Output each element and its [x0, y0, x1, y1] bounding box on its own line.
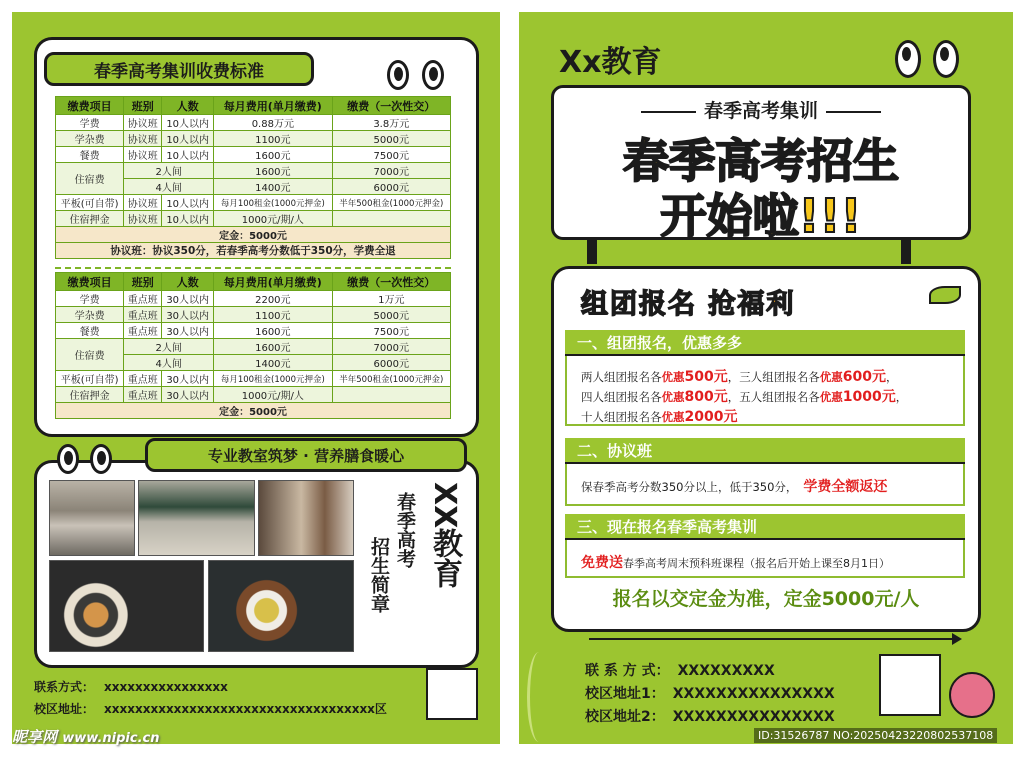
table-cell: 1600元: [214, 147, 332, 163]
table-cell: 7500元: [332, 323, 450, 339]
dashed-divider: [55, 267, 451, 269]
vertical-brand: XX教育: [427, 482, 462, 589]
table-cell: 30人以内: [162, 307, 214, 323]
table-cell: 10人以内: [162, 211, 214, 227]
fee-title: 春季高考集训收费标准: [44, 52, 314, 86]
headline-main-2: 开始啦!!!: [660, 189, 862, 243]
text-span: 600元: [842, 369, 886, 385]
table-cell: [332, 211, 450, 227]
text-span: xxxxxxxxxxxxxxxx: [104, 680, 228, 694]
right-flyer-panel: [519, 12, 1013, 744]
text-span: 昵享网: [12, 728, 58, 746]
header-cell: 每月费用(单月缴费): [214, 97, 332, 115]
table-cell: 每月100租金(1000元押金): [214, 195, 332, 211]
fee-table-2: [55, 272, 451, 419]
table-cell: 7000元: [332, 339, 450, 355]
text-span: 优惠: [819, 390, 843, 404]
flower-decoration-icon: [949, 672, 995, 718]
table-cell: 学杂费: [56, 307, 124, 323]
table-cell: 平板(可自带): [56, 195, 124, 211]
table-cell: 定金：5000元: [56, 227, 451, 243]
eye-right-icon: [933, 40, 959, 78]
section-agreement-class: [565, 438, 965, 506]
text-span: 联系方式：: [34, 680, 95, 694]
eye-left-icon: [895, 40, 921, 78]
arrow-head-icon: [952, 633, 962, 645]
table-cell: 住宿费: [56, 163, 124, 195]
table-cell: 1600元: [214, 339, 332, 355]
table-cell: 30人以内: [162, 387, 214, 403]
table-cell: 重点班: [124, 323, 162, 339]
table-cell: 1100元: [214, 307, 332, 323]
table-cell: 协议班: [124, 147, 162, 163]
address-line: [34, 700, 387, 717]
table-cell: 30人以内: [162, 291, 214, 307]
contact-line: [34, 678, 228, 695]
text-span: XXXXXXXXX: [677, 663, 775, 679]
table-cell: 3.8万元: [332, 115, 450, 131]
table-cell: 协议班: [124, 195, 162, 211]
table-cell: 协议班：协议350分，若春季高考分数低于350分，学费全退: [56, 243, 451, 259]
table-cell: 协议班: [124, 131, 162, 147]
table-cell: 5000元: [332, 131, 450, 147]
dorm-photo: [258, 480, 354, 556]
table-cell: 餐费: [56, 147, 124, 163]
food-photo: [49, 560, 204, 652]
header-cell: 人数: [162, 273, 214, 291]
table-cell: 住宿押金: [56, 387, 124, 403]
header-cell: 缴费项目: [56, 273, 124, 291]
table-row: [56, 211, 451, 227]
table-cell: 7000元: [332, 163, 450, 179]
text-span: 十人组团报名各: [581, 410, 662, 424]
table-cell: 重点班: [124, 307, 162, 323]
text-span: ，三人组团报名各: [727, 370, 820, 384]
text-span: 2000元: [684, 409, 738, 425]
arrow-divider: [589, 638, 959, 640]
table-cell: 协议班: [124, 211, 162, 227]
text-span: 保春季高考分数350分以上，低于350分，: [581, 480, 798, 494]
table-cell: 住宿押金: [56, 211, 124, 227]
text-span: 春季高考集训: [703, 100, 818, 122]
table-cell: 学费: [56, 115, 124, 131]
table-cell: 0.88万元: [214, 115, 332, 131]
text-span: XXXXXXXXXXXXXXX: [672, 686, 835, 702]
table-cell: 10人以内: [162, 195, 214, 211]
text-span: 校区地址：: [34, 702, 95, 716]
table-row: [56, 163, 451, 179]
table-row: [56, 371, 451, 387]
address-line-1: [585, 683, 835, 703]
header-cell: 班别: [124, 273, 162, 291]
text-span: [641, 111, 696, 113]
table-cell: 重点班: [124, 371, 162, 387]
table-row: [56, 147, 451, 163]
table-cell: 6000元: [332, 355, 450, 371]
table-cell: 2人间: [124, 163, 214, 179]
qr-code-placeholder: [879, 654, 941, 716]
discount-line: [581, 386, 907, 406]
table-cell: 重点班: [124, 387, 162, 403]
section-title: 三、现在报名春季高考集训: [565, 514, 965, 540]
table-cell: 6000元: [332, 179, 450, 195]
leaf-icon: [929, 286, 961, 304]
table-cell: 1100元: [214, 131, 332, 147]
text-span: 四人组团报名各: [581, 390, 662, 404]
agreement-line: [581, 476, 887, 496]
text-span: 联 系 方 式：: [585, 663, 670, 679]
text-span: ，: [895, 390, 908, 404]
table-cell: 4人间: [124, 355, 214, 371]
table-row: [56, 387, 451, 403]
text-span: 1000元: [842, 389, 896, 405]
headline-subtitle: [591, 96, 931, 123]
table-cell: 1400元: [214, 355, 332, 371]
text-span: 两人组团报名各: [581, 370, 662, 384]
vertical-title-col1: 春季高考: [394, 492, 416, 568]
text-span: 800元: [684, 389, 728, 405]
table-cell: 5000元: [332, 307, 450, 323]
table-cell: 2人间: [124, 339, 214, 355]
table-total-row: [56, 403, 451, 419]
table-cell: 1400元: [214, 179, 332, 195]
food-photo: [208, 560, 354, 652]
table-cell: 30人以内: [162, 371, 214, 387]
table-row: [56, 307, 451, 323]
enroll-line: [581, 552, 890, 572]
fern-decoration-icon: [527, 652, 551, 742]
qr-code-placeholder: [426, 668, 478, 720]
table-row: [56, 339, 451, 355]
watermark-id: ID:31526787 NO:20250423220802537108: [754, 728, 997, 743]
text-span: 优惠: [661, 410, 685, 424]
table-cell: 餐费: [56, 323, 124, 339]
text-span: 免费送: [581, 555, 623, 571]
classroom-photo: [49, 480, 135, 556]
header-cell: 缴费（一次性交）: [332, 273, 450, 291]
headline-main-1: 春季高考招生: [623, 134, 899, 188]
table-cell: 学费: [56, 291, 124, 307]
header-cell: 班别: [124, 97, 162, 115]
deposit-line: 报名以交定金为准，定金5000元/人: [612, 588, 920, 610]
header-cell: 人数: [162, 97, 214, 115]
address-line-2: [585, 706, 835, 726]
table-cell: 10人以内: [162, 115, 214, 131]
table-cell: 半年500租金(1000元押金): [332, 195, 450, 211]
header-cell: 缴费（一次性交）: [332, 97, 450, 115]
table-cell: 30人以内: [162, 323, 214, 339]
text-span: ，五人组团报名各: [727, 390, 820, 404]
table-cell: 2200元: [214, 291, 332, 307]
header-cell: 每月费用(单月缴费): [214, 273, 332, 291]
text-span: 500元: [684, 369, 728, 385]
vertical-title-col2: 招生简章: [368, 537, 390, 613]
fee-table-1: [55, 96, 451, 259]
section-enroll-now: [565, 514, 965, 578]
table-cell: [332, 387, 450, 403]
text-span: 优惠: [661, 370, 685, 384]
table-cell: 1000元/期/人: [214, 387, 332, 403]
contact-line: [585, 660, 775, 680]
watermark-logo: [12, 726, 159, 747]
text-span: 优惠: [819, 370, 843, 384]
header-cell: 缴费项目: [56, 97, 124, 115]
table-cell: 半年500租金(1000元押金): [332, 371, 450, 387]
table-cell: 平板(可自带): [56, 371, 124, 387]
table-cell: 7500元: [332, 147, 450, 163]
text-span: 校区地址1：: [585, 686, 665, 702]
table-cell: 重点班: [124, 291, 162, 307]
brand-logo: Xx教育: [559, 45, 662, 80]
eye-right-icon: [422, 60, 444, 90]
table-total-row: [56, 227, 451, 243]
table-cell: 定金：5000元: [56, 403, 451, 419]
table-cell: 10人以内: [162, 131, 214, 147]
classroom-photo: [138, 480, 255, 556]
table-cell: 1000元/期/人: [214, 211, 332, 227]
group-title: 组团报名 抢福利: [581, 289, 796, 320]
table-cell: 每月100租金(1000元押金): [214, 371, 332, 387]
eye-left-icon: [387, 60, 409, 90]
text-span: 优惠: [661, 390, 685, 404]
table-row: [56, 115, 451, 131]
table-header-row: [56, 273, 451, 291]
text-span: 春季高考周末预科班课程（报名后开始上课至8月1日）: [623, 557, 890, 570]
table-row: [56, 195, 451, 211]
text-span: [826, 111, 881, 113]
table-cell: 10人以内: [162, 147, 214, 163]
table-cell: 协议班: [124, 115, 162, 131]
table-header-row: [56, 97, 451, 115]
table-cell: 住宿费: [56, 339, 124, 371]
text-span: xxxxxxxxxxxxxxxxxxxxxxxxxxxxxxxxxxx区: [104, 702, 387, 716]
discount-line: [581, 406, 737, 426]
table-cell: 1600元: [214, 323, 332, 339]
discount-line: [581, 366, 897, 386]
table-cell: 4人间: [124, 179, 214, 195]
table-row: [56, 291, 451, 307]
table-cell: 1万元: [332, 291, 450, 307]
environment-title: 专业教室筑梦 · 营养膳食暖心: [145, 438, 467, 472]
text-span: www.nipic.cn: [62, 731, 160, 746]
text-span: 学费全额返还: [803, 479, 888, 495]
section-title: 二、协议班: [565, 438, 965, 464]
table-note-row: [56, 243, 451, 259]
eye-left-icon: [57, 444, 79, 474]
table-cell: 学杂费: [56, 131, 124, 147]
left-flyer-panel: [12, 12, 500, 744]
text-span: ，: [885, 370, 898, 384]
table-cell: 1600元: [214, 163, 332, 179]
section-title: 一、组团报名，优惠多多: [565, 330, 965, 356]
text-span: 校区地址2：: [585, 709, 665, 725]
table-row: [56, 323, 451, 339]
text-span: XXXXXXXXXXXXXXX: [672, 709, 835, 725]
table-row: [56, 131, 451, 147]
eye-right-icon: [90, 444, 112, 474]
section-group-discount: [565, 330, 965, 426]
